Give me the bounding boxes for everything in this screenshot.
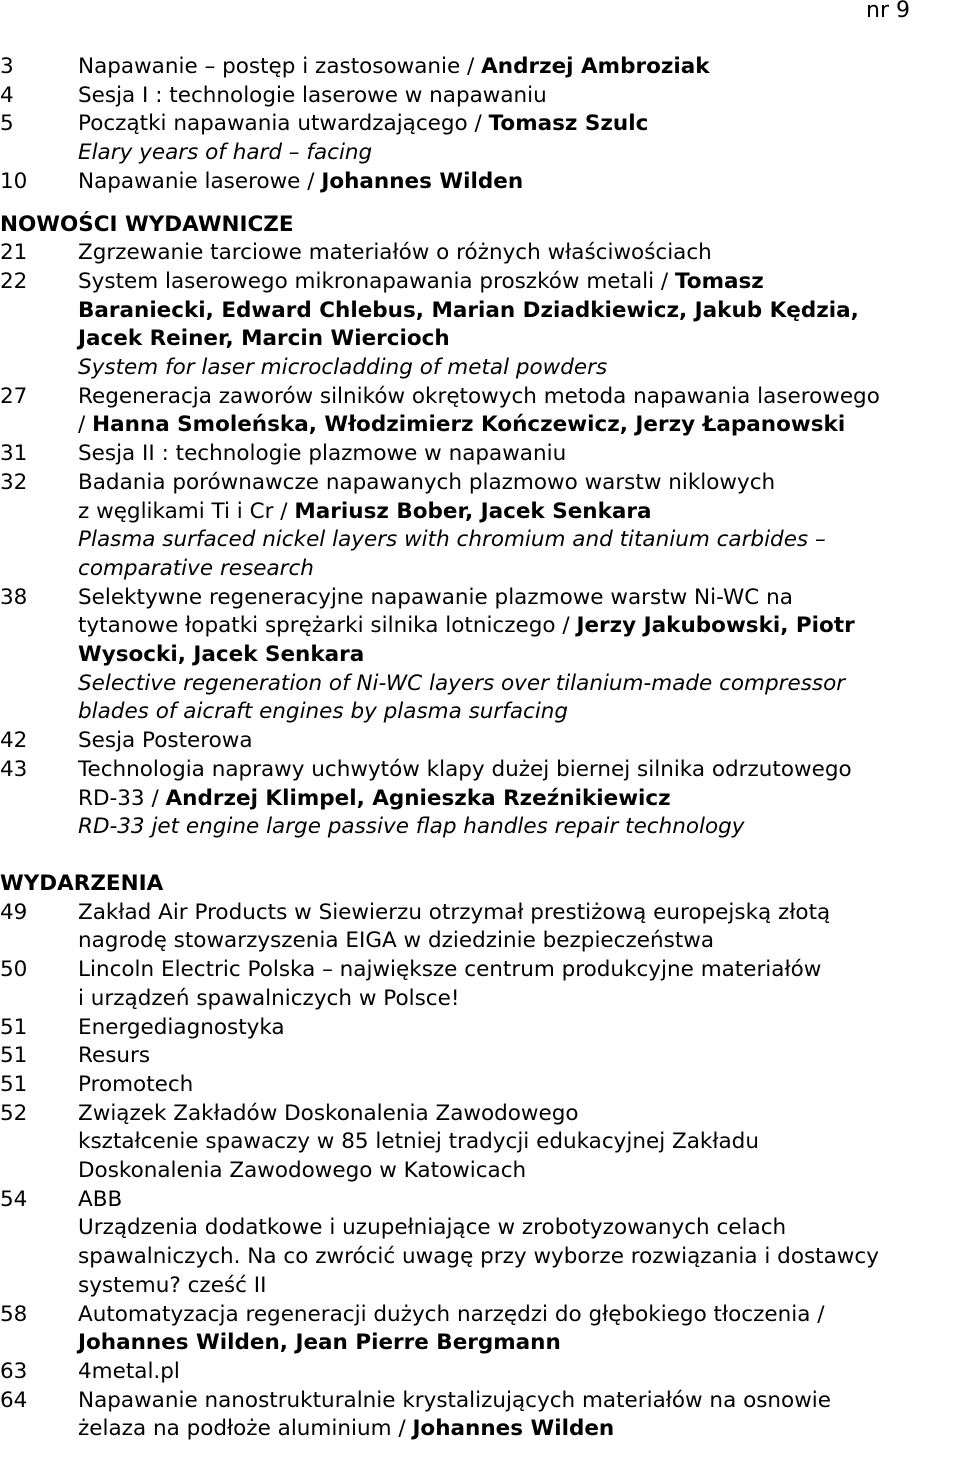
entry-title-text: Sesja I : technologie laserowe w napawaniu	[78, 82, 547, 108]
page-ref: 21	[0, 240, 28, 266]
entry-title-text: kształcenie spawaczy w 85 letniej tradycji edukacyjnej Zakładu	[78, 1129, 759, 1155]
toc-entry	[0, 383, 960, 440]
entry-title-text: Promotech	[78, 1071, 194, 1097]
author-names: Johannes Wilden	[412, 1416, 615, 1442]
entry-text	[78, 1014, 960, 1043]
entry-title-text: Związek Zakładów Doskonalenia Zawodowego	[78, 1100, 579, 1126]
page-ref: 58	[0, 1301, 28, 1327]
entry-title-text: tytanowe łopatki sprężarki silnika lotniczego /	[78, 613, 577, 639]
entry-text	[78, 956, 960, 1013]
entry-title-text: systemu? cześć II	[78, 1272, 267, 1298]
toc-entry	[0, 469, 960, 584]
entry-line	[78, 440, 958, 469]
entry-title-text: Resurs	[78, 1043, 151, 1069]
entry-title-text: System laserowego mikronapawania proszków metali /	[78, 268, 675, 294]
table-of-contents	[0, 53, 960, 1444]
entry-text	[78, 1071, 960, 1100]
section-heading: NOWOŚCI WYDAWNICZE	[0, 211, 294, 237]
entry-line	[78, 1128, 958, 1157]
entry-title-text: Sesja II : technologie plazmowe w napawaniu	[78, 441, 567, 467]
entry-line	[78, 383, 958, 412]
entry-title-text: nagrodę stowarzyszenia EIGA w dziedzinie bezpieczeństwa	[78, 928, 715, 954]
author-names: Mariusz Bober, Jacek Senkara	[294, 498, 652, 524]
entry-line	[78, 1214, 958, 1243]
toc-entry	[0, 53, 960, 82]
toc-entry	[0, 1042, 960, 1071]
entry-text	[78, 1301, 960, 1358]
toc-entry	[0, 110, 960, 167]
page-ref: 42	[0, 728, 28, 754]
entry-text	[78, 82, 960, 111]
author-names: Andrzej Ambroziak	[481, 54, 710, 79]
page-ref: 4	[0, 82, 14, 108]
page-ref: 49	[0, 899, 28, 925]
entry-title-text: Doskonalenia Zawodowego w Katowicach	[78, 1158, 527, 1184]
entry-title-text: spawalniczych. Na co zwrócić uwagę przy wyborze rozwiązania i dostawcy	[78, 1244, 879, 1270]
entry-title-text: Energediagnostyka	[78, 1014, 285, 1040]
entry-line	[78, 1071, 958, 1100]
page-ref: 43	[0, 756, 28, 782]
toc-entry	[0, 727, 960, 756]
entry-line	[78, 756, 958, 785]
author-names: Tomasz Szulc	[488, 111, 649, 137]
toc-entry	[0, 899, 960, 956]
entry-line	[78, 325, 958, 354]
toc-entry	[0, 1387, 960, 1444]
author-names: Johannes Wilden	[321, 168, 524, 194]
entry-line	[78, 813, 958, 842]
page-ref: 52	[0, 1100, 28, 1126]
entry-line	[78, 1387, 958, 1416]
page-ref: 63	[0, 1358, 28, 1384]
page-ref: 50	[0, 957, 28, 983]
author-names: Hanna Smoleńska, Włodzimierz Kończewicz, Jerzy Łapanowski	[92, 412, 846, 438]
entry-title-text: Napawanie laserowe /	[78, 168, 322, 194]
entry-line	[78, 411, 958, 440]
toc-entry	[0, 268, 960, 383]
entry-title-text: żelaza na podłoże aluminium /	[78, 1416, 413, 1442]
entry-line	[78, 927, 958, 956]
entry-line	[78, 641, 958, 670]
english-title: Plasma surfaced nickel layers with chromium and titanium carbides –	[78, 527, 826, 553]
entry-line	[78, 584, 958, 613]
entry-line	[78, 1014, 958, 1043]
entry-title-text: Zakład Air Products w Siewierzu otrzymał prestiżową europejską złotą	[78, 899, 831, 925]
page-ref: 51	[0, 1043, 28, 1069]
entry-line	[78, 1358, 958, 1387]
page-ref: 3	[0, 54, 14, 79]
entry-text	[78, 110, 960, 167]
entry-title-text: Selektywne regeneracyjne napawanie plazmowe warstw Ni-WC na	[78, 584, 793, 610]
author-names: Jerzy Jakubowski, Piotr	[576, 613, 855, 639]
entry-text	[78, 1358, 960, 1387]
entry-line	[78, 1301, 958, 1330]
page-number: nr 9	[866, 0, 910, 23]
author-names: Baraniecki, Edward Chlebus, Marian Dziadkiewicz, Jakub Kędzia,	[78, 297, 859, 323]
page-ref: 27	[0, 383, 28, 409]
entry-title-text: /	[78, 412, 93, 438]
entry-text	[78, 268, 960, 383]
entry-line	[78, 1272, 958, 1301]
entry-title-text: Regeneracja zaworów silników okrętowych metoda napawania laserowego	[78, 383, 880, 409]
entry-line	[78, 526, 958, 555]
toc-entry	[0, 440, 960, 469]
entry-line	[78, 110, 958, 139]
english-title: comparative research	[78, 555, 314, 581]
toc-entry	[0, 584, 960, 728]
entry-line	[78, 956, 958, 985]
toc-entry	[0, 1071, 960, 1100]
entry-title-text: Zgrzewanie tarciowe materiałów o różnych właściwościach	[78, 240, 712, 266]
entry-text	[78, 1042, 960, 1071]
entry-line	[78, 1042, 958, 1071]
page-ref: 64	[0, 1387, 28, 1413]
page-ref: 31	[0, 441, 28, 467]
entry-line	[78, 1415, 958, 1444]
entry-line	[78, 985, 958, 1014]
toc-entry	[0, 1014, 960, 1043]
entry-line	[78, 354, 958, 383]
entry-text	[78, 168, 960, 197]
section-heading: WYDARZENIA	[0, 870, 164, 896]
english-title: Selective regeneration of Ni-WC layers over tilanium-made compressor	[78, 670, 846, 696]
entry-text	[78, 1387, 960, 1444]
page-ref: 51	[0, 1014, 28, 1040]
author-names: Jacek Reiner, Marcin Wiercioch	[78, 326, 450, 352]
entry-text	[78, 584, 960, 728]
entry-line	[78, 498, 958, 527]
entry-title-text: RD-33 /	[78, 785, 166, 811]
entry-text	[78, 239, 960, 268]
entry-text	[78, 899, 960, 956]
entry-title-text: 4metal.pl	[78, 1358, 180, 1384]
entry-title-text: Napawanie nanostrukturalnie krystalizujących materiałów na osnowie	[78, 1387, 831, 1413]
author-names: Johannes Wilden, Jean Pierre Bergmann	[78, 1330, 561, 1356]
entry-text	[78, 1100, 960, 1186]
entry-text	[78, 53, 960, 82]
entry-line	[78, 139, 958, 168]
entry-line	[78, 698, 958, 727]
english-title: Elary years of hard – facing	[78, 140, 373, 166]
toc-entry	[0, 956, 960, 1013]
toc-entry	[0, 82, 960, 111]
toc-entry	[0, 168, 960, 197]
toc-entry	[0, 1100, 960, 1186]
entry-line	[78, 670, 958, 699]
entry-text	[78, 1186, 960, 1301]
entry-line	[78, 469, 958, 498]
entry-line	[78, 727, 958, 756]
page-ref: 51	[0, 1071, 28, 1097]
entry-title-text: Początki napawania utwardzającego /	[78, 111, 489, 137]
entry-line	[78, 1100, 958, 1129]
english-title: blades of aicraft engines by plasma surfacing	[78, 699, 569, 725]
author-names: Tomasz	[674, 268, 764, 294]
entry-line	[78, 1186, 958, 1215]
entry-line	[78, 297, 958, 326]
entry-line	[78, 1157, 958, 1186]
page-ref: 22	[0, 268, 28, 294]
entry-title-text: ABB	[78, 1186, 123, 1212]
entry-line	[78, 1329, 958, 1358]
entry-title-text: Lincoln Electric Polska – największe centrum produkcyjne materiałów	[78, 957, 822, 983]
entry-line	[78, 239, 958, 268]
entry-line	[78, 899, 958, 928]
entry-line	[78, 268, 958, 297]
entry-line	[78, 555, 958, 584]
entry-line	[78, 168, 958, 197]
page-ref: 5	[0, 111, 14, 137]
toc-entry	[0, 756, 960, 842]
entry-line	[78, 82, 958, 111]
entry-title-text: Urządzenia dodatkowe i uzupełniające w zrobotyzowanych celach	[78, 1215, 787, 1241]
toc-entry	[0, 1186, 960, 1301]
toc-entry	[0, 1301, 960, 1358]
entry-title-text: Technologia naprawy uchwytów klapy dużej biernej silnika odrzutowego	[78, 756, 852, 782]
entry-title-text: Napawanie – postęp i zastosowanie /	[78, 54, 482, 79]
entry-text	[78, 727, 960, 756]
entry-title-text: i urządzeń spawalniczych w Polsce!	[78, 985, 460, 1011]
entry-text	[78, 756, 960, 842]
entry-title-text: Automatyzacja regeneracji dużych narzędzi do głębokiego tłoczenia /	[78, 1301, 825, 1327]
entry-text	[78, 440, 960, 469]
author-names: Andrzej Klimpel, Agnieszka Rzeźnikiewicz	[165, 785, 671, 811]
page-ref: 10	[0, 168, 28, 194]
entry-title-text: Sesja Posterowa	[78, 728, 253, 754]
entry-line	[78, 1243, 958, 1272]
entry-title-text: Badania porównawcze napawanych plazmowo warstw niklowych	[78, 469, 776, 495]
entry-title-text: z węglikami Ti i Cr /	[78, 498, 295, 524]
entry-line	[78, 53, 958, 82]
entry-line	[78, 612, 958, 641]
author-names: Wysocki, Jacek Senkara	[78, 642, 365, 668]
entry-line	[78, 785, 958, 814]
toc-entry	[0, 1358, 960, 1387]
page-ref: 38	[0, 584, 28, 610]
entry-text	[78, 469, 960, 584]
english-title: RD-33 jet engine large passive flap handles repair technology	[78, 814, 745, 840]
toc-entry	[0, 239, 960, 268]
page-ref: 32	[0, 469, 28, 495]
entry-text	[78, 383, 960, 440]
english-title: System for laser microcladding of metal powders	[78, 355, 608, 381]
page-ref: 54	[0, 1186, 28, 1212]
